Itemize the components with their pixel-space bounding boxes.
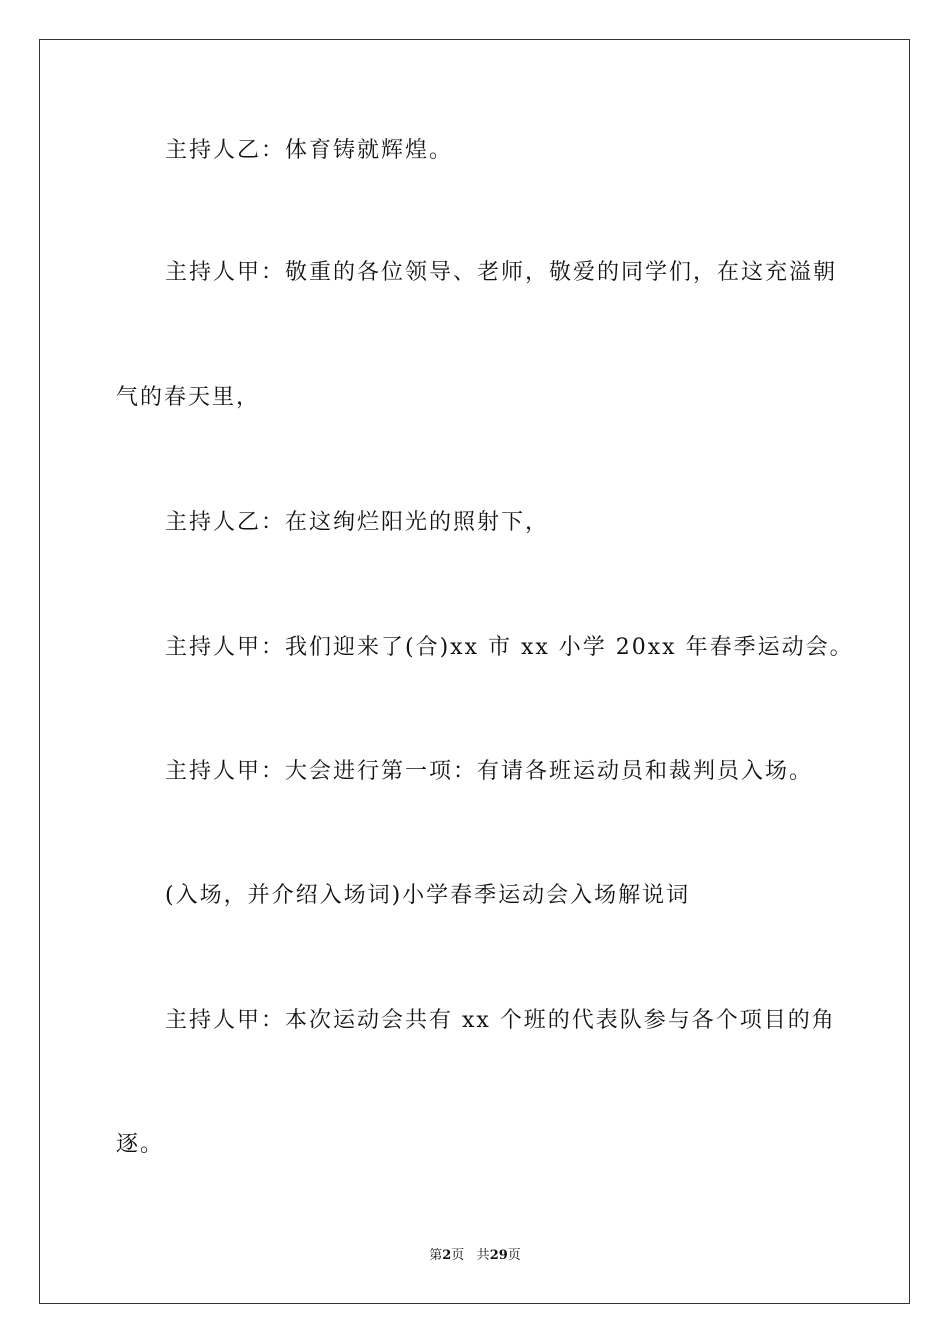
paragraph-line: 主持人甲：本次运动会共有 xx 个班的代表队参与各个项目的角 [165, 1008, 836, 1033]
page-suffix: 页 [451, 1248, 465, 1263]
paragraph-line: 主持人甲：敬重的各位领导、老师，敬爱的同学们，在这充溢朝 [165, 260, 838, 285]
page-footer [0, 1247, 950, 1265]
paragraph-line: 气的春天里， [116, 385, 261, 410]
total-suffix: 页 [507, 1248, 521, 1263]
paragraph-line: 主持人乙：体育铸就辉煌。 [165, 138, 454, 163]
paragraph-line: 主持人甲：我们迎来了(合)xx 市 xx 小学 20xx 年春季运动会。 [165, 635, 854, 660]
paragraph-line: 逐。 [116, 1132, 165, 1157]
paragraph-line: (入场，并介绍入场词)小学春季运动会入场解说词 [165, 883, 691, 908]
page-prefix: 第 [429, 1248, 443, 1263]
paragraph-line: 主持人乙：在这绚烂阳光的照射下， [165, 510, 550, 535]
page-frame [39, 39, 910, 1304]
page-number: 2 [442, 1248, 452, 1263]
total-pages: 29 [489, 1248, 508, 1263]
paragraph-line: 主持人甲：大会进行第一项：有请各班运动员和裁判员入场。 [165, 759, 814, 784]
total-prefix: 共 [476, 1248, 490, 1263]
